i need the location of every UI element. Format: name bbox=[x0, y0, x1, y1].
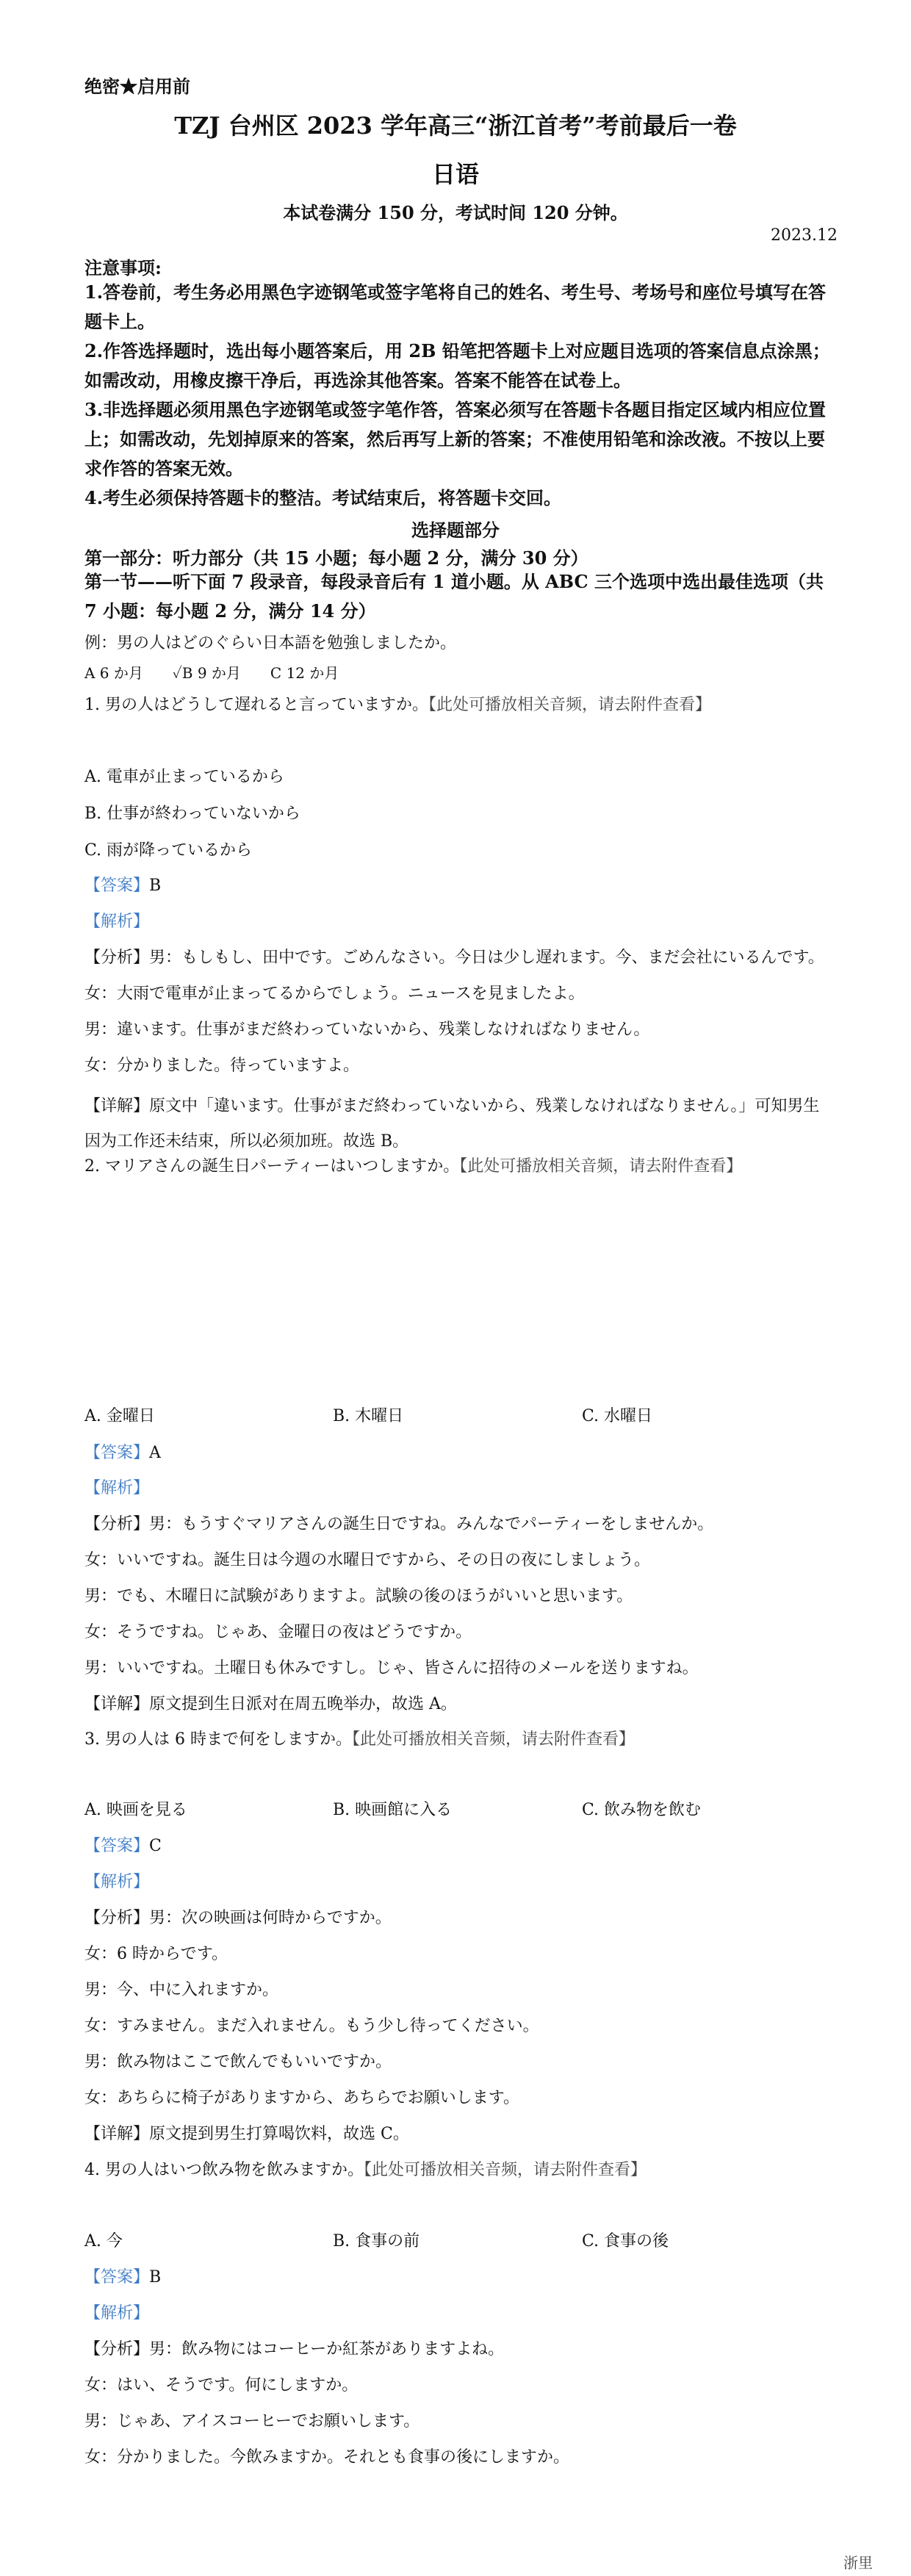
notes-heading: 注意事项: bbox=[84, 257, 162, 278]
option-b: B. 木曜日 bbox=[333, 1407, 404, 1425]
answer-line bbox=[84, 873, 161, 896]
dialogue-line: 女：分かりました。今飲みますか。それとも食事の後にしますか。 bbox=[84, 2448, 570, 2467]
option-b: B. 映画館に入る bbox=[333, 1801, 453, 1819]
dialogue-line: 【分析】男：もしもし、田中です。ごめんなさい。今日は少し遅れます。今、まだ会社にいるんです。 bbox=[84, 949, 824, 967]
question-3 bbox=[84, 1727, 635, 1749]
question-1 bbox=[84, 692, 711, 715]
notes-list bbox=[84, 278, 834, 513]
question-text: 4. 男の人はいつ飲み物を飲みますか。 bbox=[84, 2161, 364, 2179]
question-4 bbox=[84, 2157, 647, 2180]
analysis-label: 【解析】 bbox=[84, 2304, 150, 2323]
answer-value: A bbox=[149, 1444, 161, 1462]
answer-line bbox=[84, 1440, 161, 1463]
option-a: A. 今 bbox=[84, 2232, 123, 2251]
question-text: 2. マリアさんの誕生日パーティーはいつしますか。 bbox=[84, 1157, 460, 1176]
page-title: TZJ 台州区 2023 学年高三“浙江首考”考前最后一卷 bbox=[174, 112, 737, 140]
question-text: 1. 男の人はどうして遅れると言っていますか。 bbox=[84, 696, 428, 714]
subsection-heading: 第一节——听下面 7 段录音，每段录音后有 1 道小题。从 ABC 三个选项中选出最佳选项（共 7 小题：每小题 2 分，满分 14 分） bbox=[84, 571, 824, 622]
answer-value: C bbox=[149, 1837, 162, 1855]
question-2 bbox=[84, 1154, 742, 1176]
dialogue-line: 女：いいですね。誕生日は今週の水曜日ですから、その日の夜にしましょう。 bbox=[84, 1551, 651, 1569]
dialogue-line: 【分析】男：次の映画は何時からですか。 bbox=[84, 1909, 392, 1927]
dialogue-line: 女：はい、そうです。何にしますか。 bbox=[84, 2376, 359, 2395]
dialogue-line: 女：そうですね。じゃあ、金曜日の夜はどうですか。 bbox=[84, 1623, 472, 1641]
detail-text: 【详解】原文中「違います。仕事がまだ終わっていないから、残業しなければなりません。」可知男生因为工作还未结束，所以必须加班。故选 B。 bbox=[84, 1097, 820, 1151]
question-text: 3. 男の人は 6 時まで何をしますか。 bbox=[84, 1730, 352, 1749]
answer-line bbox=[84, 1833, 162, 1856]
option-c: C. 食事の後 bbox=[582, 2232, 669, 2251]
audio-note[interactable]: 【此处可播放相关音频，请去附件查看】 bbox=[351, 1730, 635, 1749]
analysis-label: 【解析】 bbox=[84, 1479, 150, 1497]
answer-line bbox=[84, 2264, 161, 2287]
example-question: 例：男の人はどのぐらい日本語を勉強しましたか。 bbox=[84, 634, 457, 652]
note-item: 1.答卷前，考生务必用黑色字迹钢笔或签字笔将自己的姓名、考生号、考场号和座位号填写在答题卡上。 bbox=[84, 281, 827, 332]
note-item: 4.考生必须保持答题卡的整洁。考试结束后，将答题卡交回。 bbox=[84, 487, 562, 508]
dialogue-line: 男：飲み物はここで飲んでもいいですか。 bbox=[84, 2053, 392, 2071]
option-a: A. 映画を見る bbox=[84, 1801, 187, 1819]
note-item: 2.作答选择题时，选出每小题答案后，用 2B 铅笔把答题卡上对应题目选项的答案信息点涂黑；如需改动，用橡皮擦干净后，再选涂其他答案。答案不能答在试卷上。 bbox=[84, 340, 830, 391]
section-heading: 选择题部分 bbox=[411, 519, 500, 541]
dialogue-line: 【分析】男：飲み物にはコーヒーか紅茶がありますよね。 bbox=[84, 2340, 505, 2359]
analysis-label: 【解析】 bbox=[84, 913, 150, 931]
dialogue-line: 女：6 時からです。 bbox=[84, 1945, 228, 1963]
option-b: B. 仕事が終わっていないから bbox=[84, 805, 300, 823]
option-b: B. 食事の前 bbox=[333, 2232, 420, 2251]
audio-note[interactable]: 【此处可播放相关音频，请去附件查看】 bbox=[364, 2161, 647, 2179]
answer-label: 【答案】 bbox=[84, 1444, 150, 1462]
dialogue-line: 女：分かりました。待っていますよ。 bbox=[84, 1057, 360, 1075]
answer-label: 【答案】 bbox=[84, 877, 150, 895]
secret-label: 绝密★启用前 bbox=[84, 76, 190, 97]
example-options: A 6 か月 ✓B 9 か月 C 12 か月 bbox=[84, 664, 339, 682]
exam-date: 2023.12 bbox=[771, 226, 838, 245]
dialogue-line: 男：違います。仕事がまだ終わっていないから、残業しなければなりません。 bbox=[84, 1021, 650, 1039]
audio-note[interactable]: 【此处可播放相关音频，请去附件查看】 bbox=[428, 696, 712, 714]
analysis-label: 【解析】 bbox=[84, 1873, 150, 1891]
answer-label: 【答案】 bbox=[84, 2268, 150, 2287]
option-c: C. 飲み物を飲む bbox=[582, 1801, 702, 1819]
subject-title: 日语 bbox=[431, 160, 479, 188]
dialogue-line: 男：いいですね。土曜日も休みですし。じゃ、皆さんに招待のメールを送りますね。 bbox=[84, 1659, 699, 1677]
footer-text: 浙里 bbox=[843, 2554, 873, 2572]
option-c: C. 水曜日 bbox=[582, 1407, 653, 1425]
answer-label: 【答案】 bbox=[84, 1837, 150, 1855]
part1-heading: 第一部分：听力部分（共 15 小题；每小题 2 分，满分 30 分） bbox=[84, 547, 588, 569]
dialogue-line: 男：でも、木曜日に試験がありますよ。試験の後のほうがいいと思います。 bbox=[84, 1587, 633, 1605]
option-a: A. 金曜日 bbox=[84, 1407, 155, 1425]
note-item: 3.非选择题必须用黑色字迹钢笔或签字笔作答，答案必须写在答题卡各题目指定区域内相应位置上；如需改动，先划掉原来的答案，然后再写上新的答案；不准使用铅笔和涂改液。不按以上要求作答的答案无效。 bbox=[84, 399, 827, 479]
audio-note[interactable]: 【此处可播放相关音频，请去附件查看】 bbox=[459, 1157, 743, 1176]
dialogue-line: 【分析】男：もうすぐマリアさんの誕生日ですね。みんなでパーティーをしませんか。 bbox=[84, 1515, 714, 1533]
detail-text: 【详解】原文提到男生打算喝饮料，故选 C。 bbox=[84, 2125, 409, 2143]
dialogue-line: 女：大雨で電車が止まってるからでしょう。ニュースを見ましたよ。 bbox=[84, 985, 585, 1003]
detail-text: 【详解】原文提到生日派对在周五晚举办，故选 A。 bbox=[84, 1695, 457, 1713]
exam-info: 本试卷满分 150 分，考试时间 120 分钟。 bbox=[283, 202, 628, 223]
dialogue-line: 男：今、中に入れますか。 bbox=[84, 1981, 279, 1999]
answer-value: B bbox=[149, 2268, 162, 2287]
answer-value: B bbox=[149, 877, 162, 895]
dialogue-line: 男：じゃあ、アイスコーヒーでお願いします。 bbox=[84, 2412, 420, 2431]
option-a: A. 電車が止まっているから bbox=[84, 768, 284, 786]
dialogue-line: 女：あちらに椅子がありますから、あちらでお願いします。 bbox=[84, 2089, 520, 2107]
dialogue-line: 女：すみません。まだ入れません。もう少し待ってください。 bbox=[84, 2017, 539, 2035]
option-c: C. 雨が降っているから bbox=[84, 841, 253, 860]
